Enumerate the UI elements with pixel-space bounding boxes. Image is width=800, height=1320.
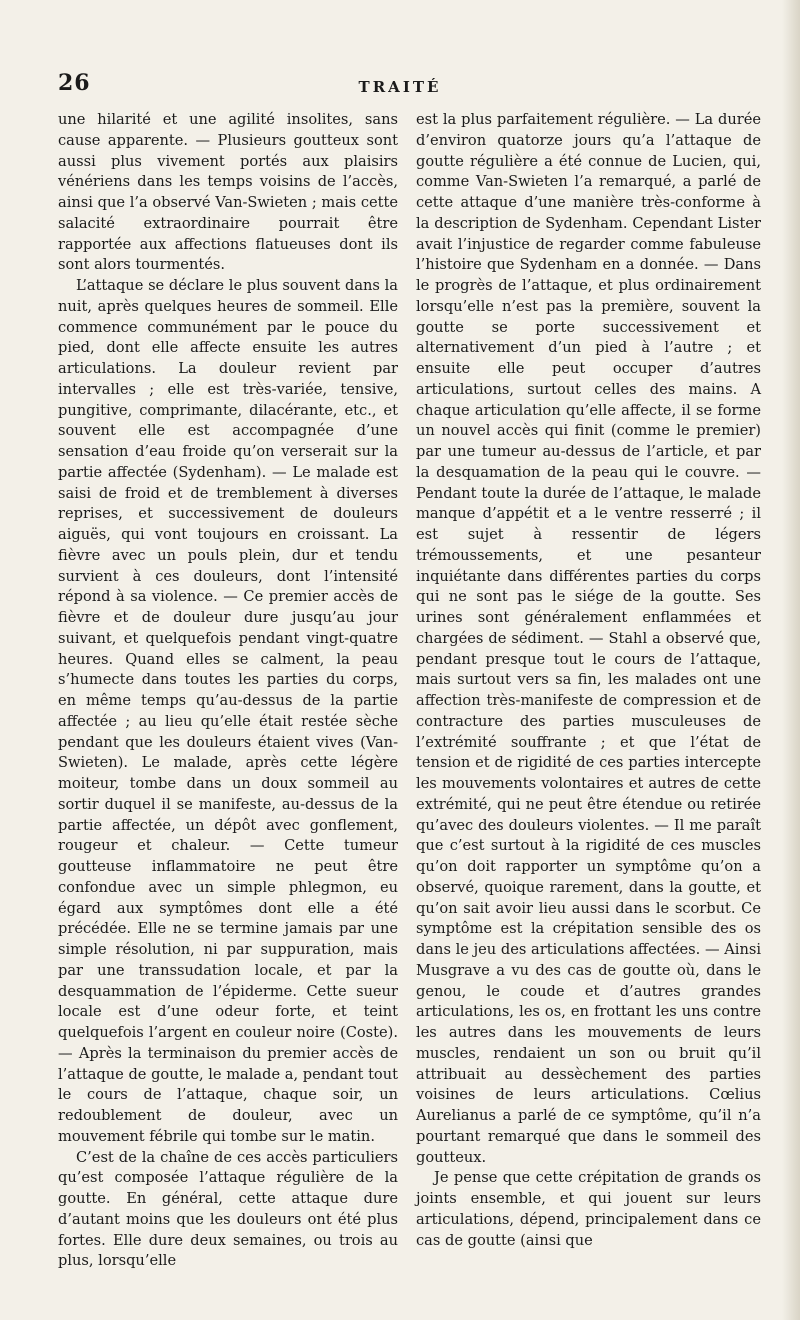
- right-column: [416, 110, 761, 1251]
- left-column: [58, 110, 398, 1272]
- running-title: TRAITÉ: [358, 78, 442, 96]
- paragraph: une hilarité et une agilité insolites, sans cause apparente. — Plusieurs goutteux sont aussi plus vivement portés aux plaisirs vénériens dans les temps voisins de l’accès, ainsi que l’a observé Van-Swieten ; mais cette salacité extraordinaire pourrait être rapportée aux affections flatueuses dont ils sont alors tourmentés.: [58, 111, 398, 274]
- paragraph: C’est de la chaîne de ces accès particuliers qu’est composée l’attaque régulière de la goutte. En général, cette attaque dure d’autant moins que les douleurs ont été plus fortes. Elle dure deux semaines, ou trois au plus, lorsqu’elle: [58, 1148, 398, 1270]
- page-number: 26: [58, 70, 91, 96]
- paragraph: L’attaque se déclare le plus souvent dans la nuit, après quelques heures de sommeil. Elle commence communément par le pouce du pied, dont elle affecte ensuite les autres articulations. La douleur revient par intervalles ; elle est très-variée, tensive, pungitive, comprimante, dilacérante, etc., et souvent elle est accompagnée d’une sensation d’eau froide qu’on verserait sur la partie affectée (Sydenham). — Le malade est saisi de froid et de tremblement à diverses reprises, et successivement de douleurs aiguës, qui vont toujours en croissant. La fièvre avec un pouls plein, dur et tendu survient à ces douleurs, dont l’intensité répond à sa violence. — Ce premier accès de fièvre et de douleur dure jusqu’au jour suivant, et quelquefois pendant vingt-quatre heures. Quand elles se calment, la peau s’humecte dans toutes les parties du corps, en même temps qu’au-dessus de la partie affectée ; au lieu qu’elle était restée sèche pendant que les douleurs étaient vives (Van-Swieten). Le malade, après cette légère moiteur, tombe dans un doux sommeil au sortir duquel il se manifeste, au-dessus de la partie affectée, un dépôt avec gonflement, rougeur et chaleur. — Cette tumeur goutteuse inflammatoire ne peut être confondue avec un simple phlegmon, eu égard aux symptômes dont elle a été précédée. Elle ne se termine jamais par une simple résolution, ni par suppuration, mais par une transsudation locale, et par la desquammation de l’épiderme. Cette sueur locale est d’une odeur forte, et teint quelquefois l’argent en couleur noire (Coste). — Après la terminaison du premier accès de l’attaque de goutte, le malade a, pendant tout le cours de l’attaque, chaque soir, un redoublement de douleur, avec un mouvement fébrile qui tombe sur le matin.: [58, 277, 398, 1145]
- paragraph: est la plus parfaitement régulière. — La durée d’environ quatorze jours qu’a l’attaque de goutte régulière a été connue de Lucien, qui, comme Van-Swieten l’a remarqué, a parlé de cette attaque d’une manière très-conforme à la description de Sydenham. Cependant Lister avait l’injustice de regarder comme fabuleuse l’histoire que Sydenham en a donnée. — Dans le progrès de l’attaque, et plus ordinairement lorsqu’elle n’est pas la première, souvent la goutte se porte successivement et alternativement d’un pied à l’autre ; et ensuite elle peut occuper d’autres articulations, surtout celles des mains. A chaque articulation qu’elle affecte, il se forme un nouvel accès qui finit (comme le premier) par une tumeur au-dessus de l’article, et par la desquamation de la peau qui le couvre. — Pendant toute la durée de l’attaque, le malade manque d’appétit et a le ventre resserré ; il est sujet à ressentir de légers trémoussements, et une pesanteur inquiétante dans différentes parties du corps qui ne sont pas le siége de la goutte. Ses urines sont généralement enflammées et chargées de sédiment. — Stahl a observé que, pendant presque tout le cours de l’attaque, mais surtout vers sa fin, les malades ont une affection très-manifeste de compression et de contracture des parties musculeuses de l’extrémité souffrante ; et que l’état de tension et de rigidité de ces parties intercepte les mouvements volontaires et autres de cette extrémité, qui ne peut être étendue ou retirée qu’avec des douleurs violentes. — Il me paraît que c’est surtout à la rigidité de ces muscles qu’on doit rapporter un symptôme qu’on a observé, quoique rarement, dans la goutte, et qu’on sait avoir lieu aussi dans le scorbut. Ce symptôme est la crépitation sensible des os dans le jeu des articulations affectées. — Ainsi Musgrave a vu des cas de goutte où, dans le genou, le coude et d’autres grandes articulations, les os, en frottant les uns contre les autres dans les mouvements de leurs muscles, rendaient un son ou bruit qu’il attribuait au dessèchement des parties voisines de leurs articulations. Cœlius Aurelianus a parlé de ce symptôme, qu’il n’a pourtant remarqué que dans le sommeil des goutteux.: [416, 111, 761, 1166]
- paragraph: Je pense que cette crépitation de grands os joints ensemble, et qui jouent sur leurs articulations, dépend, principalement dans ce cas de goutte (ainsi que: [416, 1169, 761, 1249]
- page-edge-shadow: [782, 0, 800, 1320]
